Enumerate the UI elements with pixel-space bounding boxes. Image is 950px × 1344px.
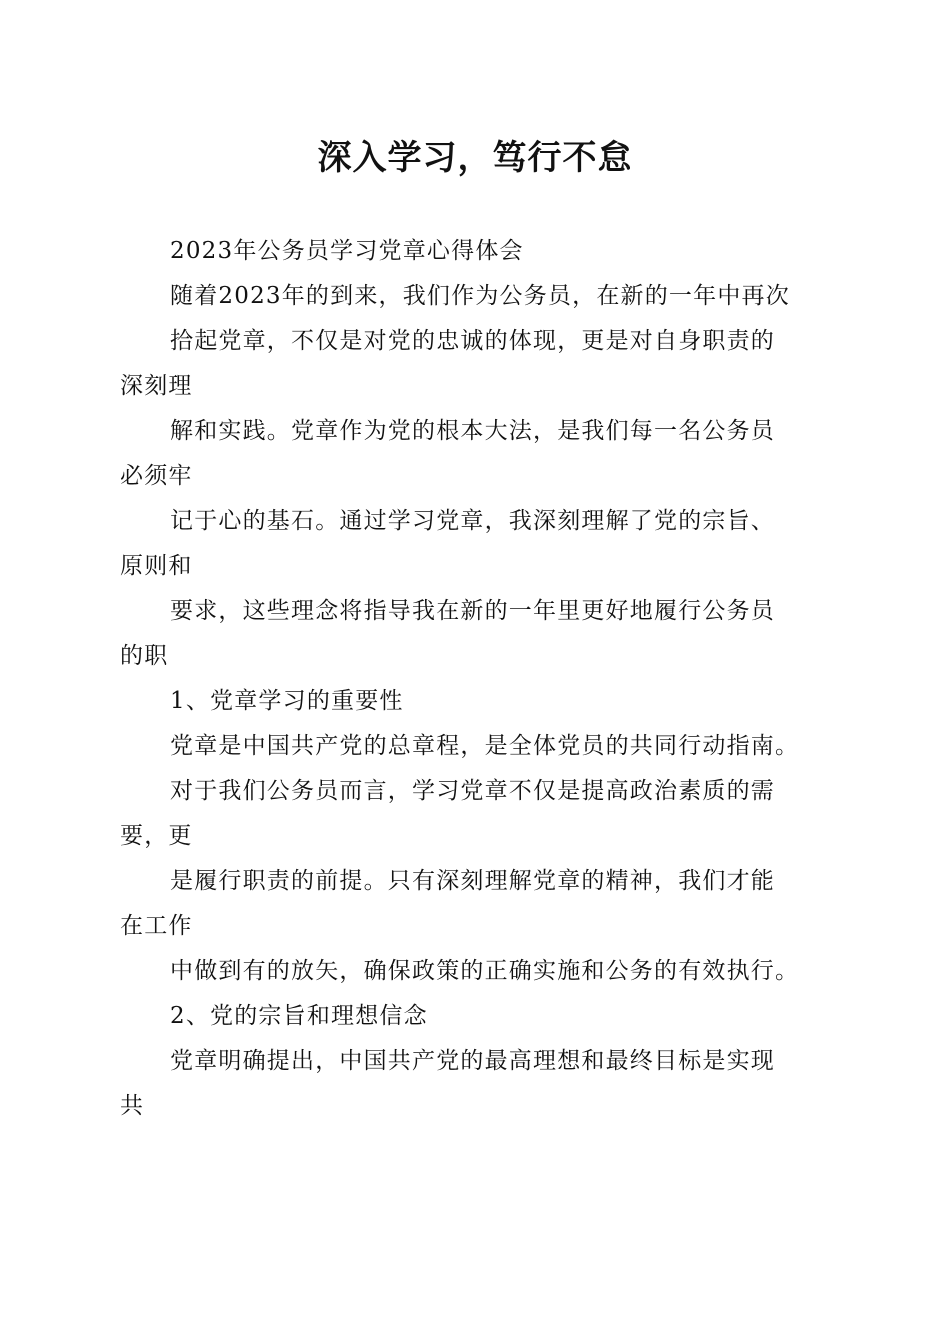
- section-heading: 1、党章学习的重要性: [170, 688, 404, 714]
- body-line: 对于我们公务员而言，学习党章不仅是提高政治素质的需: [170, 778, 775, 804]
- body-line: 共: [120, 1093, 145, 1119]
- body-line: 随着2023年的到来，我们作为公务员，在新的一年中再次: [170, 283, 790, 309]
- body-line: 原则和: [120, 553, 193, 579]
- body-line: 中做到有的放矢，确保政策的正确实施和公务的有效执行。: [170, 958, 800, 984]
- body-line: 记于心的基石。通过学习党章，我深刻理解了党的宗旨、: [170, 508, 775, 534]
- body-line: 党章是中国共产党的总章程，是全体党员的共同行动指南。: [170, 733, 800, 759]
- body-line: 要，更: [120, 823, 193, 849]
- body-line: 必须牢: [120, 463, 193, 489]
- body-line: 在工作: [120, 913, 193, 939]
- body-line: 深刻理: [120, 373, 193, 399]
- body-line: 的职: [120, 643, 169, 669]
- body-line: 要求，这些理念将指导我在新的一年里更好地履行公务员: [170, 598, 775, 624]
- document-body: [120, 229, 830, 1129]
- section-heading: 2、党的宗旨和理想信念: [170, 1003, 428, 1029]
- body-line: 是履行职责的前提。只有深刻理解党章的精神，我们才能: [170, 868, 775, 894]
- body-line: 党章明确提出，中国共产党的最高理想和最终目标是实现: [170, 1048, 775, 1074]
- body-line: 2023年公务员学习党章心得体会: [170, 238, 524, 264]
- body-line: 拾起党章，不仅是对党的忠诚的体现，更是对自身职责的: [170, 328, 775, 354]
- document-title: 深入学习，笃行不怠: [317, 138, 633, 178]
- body-line: 解和实践。党章作为党的根本大法，是我们每一名公务员: [170, 418, 775, 444]
